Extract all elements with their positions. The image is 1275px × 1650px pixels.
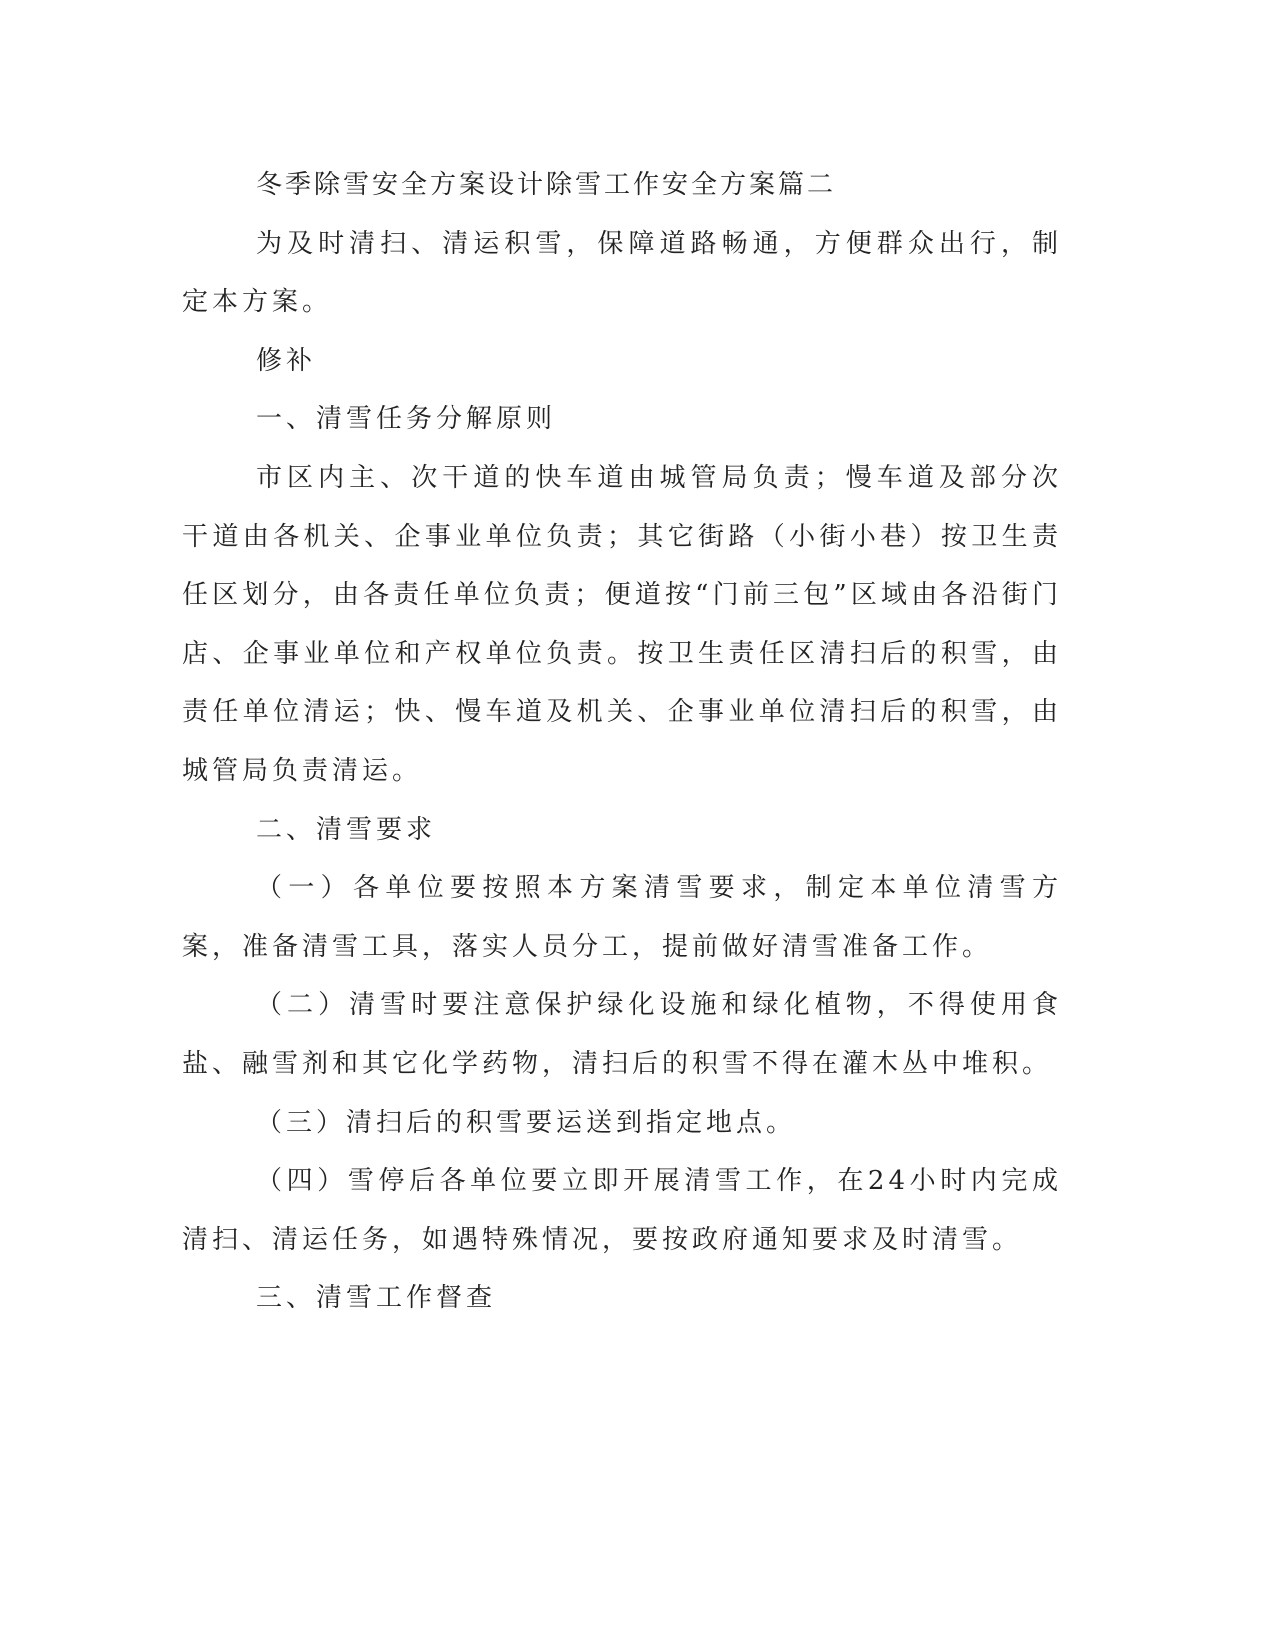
note-paragraph: 修补 — [256, 345, 317, 376]
section-1-heading: 一、清雪任务分解原则 — [256, 404, 557, 435]
requirement-2: （二）清雪时要注意保护绿化设施和绿化植物，不得使用食盐、融雪剂和其它化学药物，清扫后的积雪不得在灌木丛中堆积。 — [182, 990, 1062, 1079]
document-body — [182, 156, 1062, 1328]
requirement-4: （四）雪停后各单位要立即开展清雪工作，在24小时内完成清扫、清运任务，如遇特殊情况，要按政府通知要求及时清雪。 — [182, 1166, 1062, 1255]
intro-paragraph: 为及时清扫、清运积雪，保障道路畅通，方便群众出行，制定本方案。 — [182, 228, 1062, 318]
section-2-heading: 二、清雪要求 — [256, 814, 437, 845]
section-3-heading: 三、清雪工作督查 — [256, 1283, 497, 1314]
requirement-3: （三）清扫后的积雪要运送到指定地点。 — [256, 1107, 797, 1138]
requirement-1: （一）各单位要按照本方案清雪要求，制定本单位清雪方案，准备清雪工具，落实人员分工，提前做好清雪准备工作。 — [182, 873, 1062, 962]
section-1-body: 市区内主、次干道的快车道由城管局负责；慢车道及部分次干道由各机关、企事业单位负责；其它街路（小街小巷）按卫生责任区划分，由各责任单位负责；便道按“门前三包”区域由各沿街门店、企事业单位和产权单位负责。按卫生责任区清扫后的积雪，由责任单位清运；快、慢车道及机关、企事业单位清扫后的积雪，由城管局负责清运。 — [182, 462, 1062, 786]
document-title: 冬季除雪安全方案设计除雪工作安全方案篇二 — [256, 170, 837, 200]
